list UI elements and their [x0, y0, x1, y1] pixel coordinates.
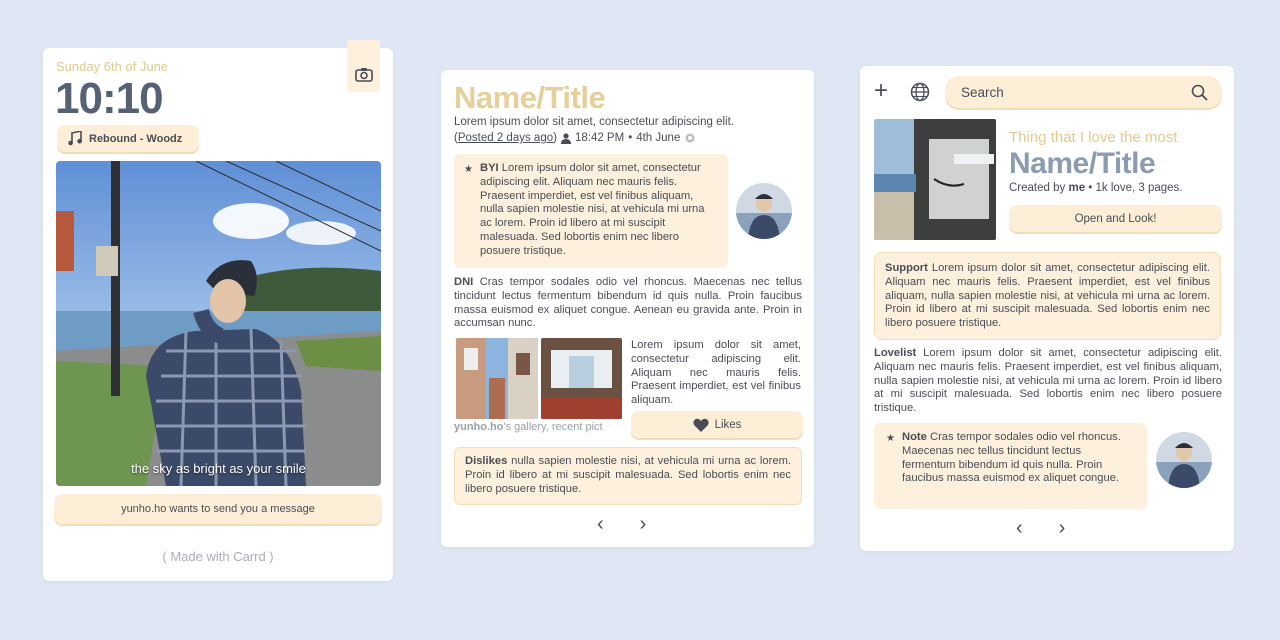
gear-icon [684, 132, 696, 144]
search-bar[interactable] [945, 76, 1222, 108]
creator-name[interactable]: me [1068, 182, 1086, 194]
chevron-right-icon[interactable]: › [639, 513, 647, 535]
dni-section [454, 276, 802, 331]
heart-icon [693, 418, 709, 432]
dislikes-box [454, 447, 802, 505]
showcase-title: Name/Title [1009, 147, 1156, 180]
cover-image [874, 119, 996, 240]
profile-card [441, 70, 814, 547]
made-with-carrd-link[interactable]: ( Made with Carrd ) [162, 549, 274, 564]
showcase-kicker: Thing that I love the most [1009, 129, 1178, 146]
support-box [874, 252, 1221, 340]
lovelist-section [874, 347, 1222, 416]
note-label: Note [902, 431, 927, 443]
pagination [597, 513, 646, 536]
date-label: Sunday 6th of June [56, 59, 169, 74]
search-label: Search [961, 84, 1004, 100]
star-icon: ★ [464, 164, 473, 175]
user-icon [561, 133, 571, 144]
post-meta: (Posted 2 days ago) 18:42 PM • 4th June [454, 132, 696, 144]
likes-button[interactable] [631, 411, 803, 438]
lovelist-text: Lorem ipsum dolor sit amet, consectetur adipiscing elit. Aliquam nec mauris felis. Praesent imperdiet, est vel finibus aliquam, nulla sapien molestie nisi, at vehicula mi urna ac lorem. Proin id libero at mi suscipit malesuada. Sed lobortis enim nec libero posuere tristique. [874, 347, 1222, 415]
star-icon: ★ [886, 433, 895, 444]
clock-time: 10:10 [55, 74, 163, 123]
lovelist-label: Lovelist [874, 347, 917, 359]
search-icon[interactable] [1191, 84, 1208, 101]
byi-text: Lorem ipsum dolor sit amet, consectetur adipiscing elit. Aliquam nec mauris felis. Praesent imperdiet, est vel finibus aliquam, nulla sapien molestie nisi, at vehicula mi urna ac lorem. Proin id libero at mi suscipit malesuada. Sed lobortis enim nec libero posuere tristique. [480, 162, 705, 257]
gallery-text: Lorem ipsum dolor sit amet, consectetur adipiscing elit. Aliquam nec mauris felis. Praesent imperdiet, est vel finibus aliquam. [631, 339, 801, 407]
avatar [736, 183, 792, 239]
lockscreen-photo [56, 161, 381, 486]
posted-link[interactable]: Posted 2 days ago [457, 132, 554, 144]
globe-icon[interactable] [910, 82, 930, 102]
beach-photo [56, 161, 381, 486]
message-notification[interactable]: yunho.ho wants to send you a message [54, 494, 382, 524]
plus-icon[interactable]: + [874, 77, 889, 104]
showcase-card [860, 66, 1234, 551]
post-time: 18:42 PM [574, 132, 625, 144]
note-text: Cras tempor sodales odio vel rhoncus. Maecenas nec tellus tincidunt lectus fermentum bibendum id quis nulla. Proin faucibus massa euismod ex aliquet congue. [902, 431, 1121, 485]
profile-title: Name/Title [454, 80, 606, 115]
byi-label: BYI [480, 162, 499, 174]
dni-label: DNI [454, 276, 474, 288]
chevron-left-icon[interactable]: ‹ [597, 513, 604, 535]
post-date: 4th June [636, 132, 681, 144]
chevron-left-icon[interactable]: ‹ [1016, 517, 1023, 539]
support-text: Lorem ipsum dolor sit amet, consectetur adipiscing elit. Aliquam nec mauris felis. Praesent imperdiet, est vel finibus aliquam, nulla sapien molestie nisi, at vehicula mi urna ac lorem. Proin id libero at mi suscipit malesuada. Sed lobortis enim nec libero posuere tristique. [885, 262, 1211, 330]
note-box [874, 423, 1147, 509]
lockscreen-card [43, 48, 393, 581]
open-button[interactable]: Open and Look! [1009, 205, 1222, 232]
byi-box [454, 154, 728, 268]
chevron-right-icon[interactable]: › [1058, 517, 1066, 539]
gallery-thumbnail[interactable] [541, 338, 622, 419]
created-by: Created by me • 1k love, 3 pages. [1009, 182, 1183, 194]
dislikes-label: Dislikes [465, 455, 508, 467]
dni-text: Cras tempor sodales odio vel rhoncus. Maecenas nec tellus tincidunt lectus fermentum bibendum id quis nulla. Proin faucibus massa euismod ex aliquet congue. Aenean eu gravida ante. Proin in accumsan nunc. [454, 276, 803, 330]
photo-caption: the sky as bright as your smile [131, 461, 306, 476]
dislikes-text: nulla sapien molestie nisi, at vehicula mi urna ac lorem. Proin id libero at mi suscipit malesuada. Sed lobortis enim nec libero posuere tristique. [465, 455, 791, 495]
camera-icon [355, 67, 373, 82]
gallery-thumbnail[interactable] [456, 338, 538, 419]
showcase-stats: 1k love, 3 pages. [1095, 182, 1183, 194]
now-playing[interactable] [57, 125, 199, 152]
gallery-user[interactable]: yunho.ho [454, 421, 504, 433]
likes-label: Likes [714, 418, 742, 431]
gallery-caption: yunho.ho's gallery, recent pict [454, 421, 603, 433]
music-note-icon [68, 131, 82, 146]
pagination [1016, 517, 1065, 540]
camera-button[interactable] [347, 40, 380, 92]
avatar [1156, 432, 1212, 488]
profile-subtitle: Lorem ipsum dolor sit amet, consectetur adipiscing elit. [454, 116, 734, 128]
support-label: Support [885, 262, 928, 274]
song-title: Rebound - Woodz [89, 132, 183, 145]
